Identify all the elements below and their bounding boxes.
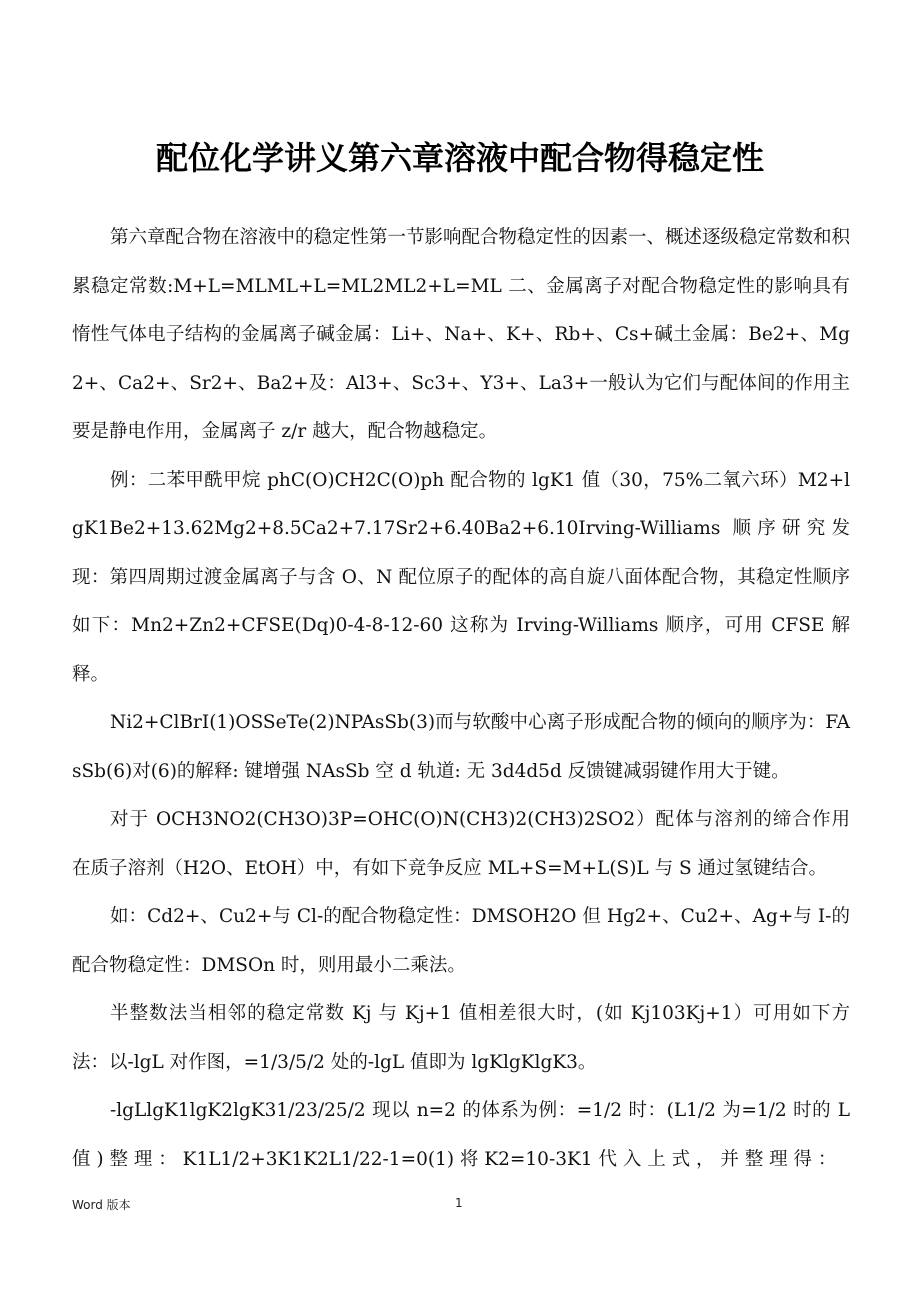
page-number: 1 [455,1196,463,1210]
paragraph-5: 如：Cd2+、Cu2+与 Cl-的配合物稳定性：DMSOH2O 但 Hg2+、Cu2+、Ag+与 I-的配合物稳定性：DMSOn 时，则用最小二乘法。 [72,906,850,976]
paragraph-6: 半整数法当相邻的稳定常数 Kj 与 Kj+1 值相差很大时，(如 Kj103Kj+1）可用如下方法：以-lgL 对作图，=1/3/5/2 处的-lgL 值即为 lgKlgKlgK3。 [72,1003,850,1073]
document-title: 配位化学讲义第六章溶液中配合物得稳定性 [155,139,764,177]
paragraph-1: 第六章配合物在溶液中的稳定性第一节影响配合物稳定性的因素一、概述逐级稳定常数和积累稳定常数:M+L=MLML+L=ML2ML2+L=ML 二、金属离子对配合物稳定性的影响具有惰性气体电子结构的金属离子碱金属：Li+、Na+、K+、Rb+、Cs+碱土金属：Be2+、Mg2+、Ca2+、Sr2+、Ba2+及：Al3+、Sc3+、Y3+、La3+一般认为它们与配体间的作用主要是静电作用，金属离子 z/r 越大，配合物越稳定。 [72,227,851,442]
paragraph-2: 例：二苯甲酰甲烷 phC(O)CH2C(O)ph 配合物的 lgK1 值（30，75%二氧六环）M2+lgK1Be2+13.62Mg2+8.5Ca2+7.17Sr2+6.40Ba2+6.10Irving-Williams 顺序研究发现：第四周期过渡金属离子与含 O、N 配位原子的配体的高自旋八面体配合物，其稳定性顺序如下：Mn2+Zn2+CFSE(Dq)0-4-8-12-60 这称为 Irving-Williams 顺序，可用 CFSE 解释。 [72,469,850,685]
paragraph-7: -lgLlgK1lgK2lgK31/23/25/2 现以 n=2 的体系为例：=1/2 时：(L1/2 为=1/2 时的 L 值 ) 整 理 ： K1L1/2+3K1K2L1/22-1=0(1) 将 K2=10-3K1 代 入 上 式 ， 并 整 理 得 ： [72,1100,850,1170]
paragraph-3: Ni2+ClBrI(1)OSSeTe(2)NPAsSb(3)而与软酸中心离子形成配合物的倾向的顺序为：FAsSb(6)对(6)的解释: 键增强 NAsSb 空 d 轨道: 无 3d4d5d 反馈键减弱键作用大于键。 [72,712,850,782]
footer-label: Word 版本 [72,1198,131,1212]
document-body [72,214,850,1184]
paragraph-4: 对于 OCH3NO2(CH3O)3P=OHC(O)N(CH3)2(CH3)2SO2）配体与溶剂的缔合作用在质子溶剂（H2O、EtOH）中，有如下竞争反应 ML+S=M+L(S)L 与 S 通过氢键结合。 [72,809,850,879]
